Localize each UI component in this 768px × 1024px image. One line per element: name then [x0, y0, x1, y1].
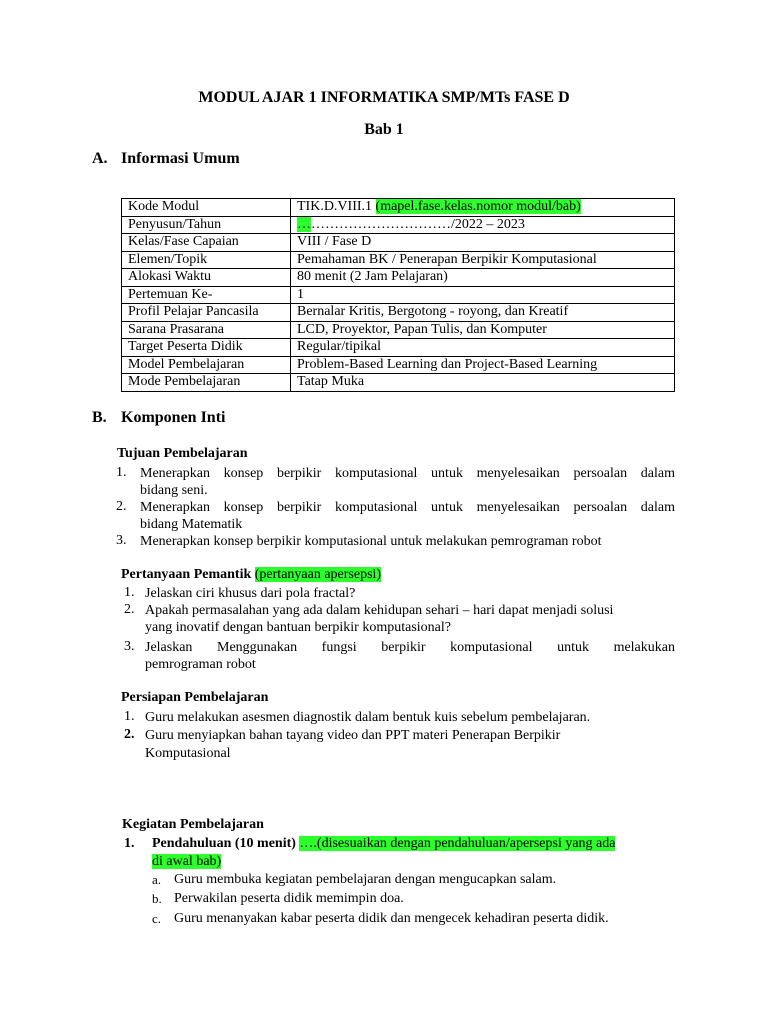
kegiatan-heading: Kegiatan Pembelajaran: [122, 817, 264, 832]
list-item: 3. Jelaskan Menggunakan fungsi berpikir komputasional untuk melakukan pemrograman robot: [124, 639, 675, 672]
table-value: 80 menit (2 Jam Pelajaran): [291, 269, 675, 287]
chapter-title: Bab 1: [364, 121, 404, 138]
table-row: [122, 199, 675, 217]
pemantik-heading: Pertanyaan Pemantik (pertanyaan apersepsi): [121, 567, 382, 582]
persiapan-heading: Persiapan Pembelajaran: [121, 690, 269, 705]
highlight-note: di awal bab): [152, 854, 222, 869]
section-b-letter: B.: [92, 409, 107, 426]
list-item: 2. Guru menyiapkan bahan tayang video dan PPT materi Penerapan Berpikir Komputasional: [124, 727, 561, 761]
table-value: Problem-Based Learning dan Project-Based Learning: [291, 356, 675, 374]
table-value: ……………………………/2022 – 2023: [291, 216, 675, 234]
tujuan-heading: Tujuan Pembelajaran: [117, 446, 248, 461]
table-key: Mode Pembelajaran: [122, 374, 291, 392]
table-value: Bernalar Kritis, Bergotong - royong, dan Kreatif: [291, 304, 675, 322]
table-row: [122, 234, 675, 252]
table-row: [122, 321, 675, 339]
table-row: [122, 374, 675, 392]
table-key: Penyusun/Tahun: [122, 216, 291, 234]
table-key: Model Pembelajaran: [122, 356, 291, 374]
table-key: Alokasi Waktu: [122, 269, 291, 287]
table-value: LCD, Proyektor, Papan Tulis, dan Komputer: [291, 321, 675, 339]
table-key: Pertemuan Ke-: [122, 286, 291, 304]
table-key: Kelas/Fase Capaian: [122, 234, 291, 252]
list-item: 3. Menerapkan konsep berpikir komputasional untuk melakukan pemrograman robot: [116, 533, 602, 549]
table-row: [122, 251, 675, 269]
list-item: 1. Menerapkan konsep berpikir komputasional untuk menyelesaikan persoalan dalam bidang seni.: [116, 465, 675, 498]
highlight-note: ….(disesuaikan dengan pendahuluan/apersepsi yang ada: [299, 836, 616, 851]
list-item: b. Perwakilan peserta didik memimpin doa.: [152, 891, 404, 906]
table-row: [122, 216, 675, 234]
table-value: Regular/tipikal: [291, 339, 675, 357]
list-item: 2. Menerapkan konsep berpikir komputasional untuk menyelesaikan persoalan dalam bidang Matematik: [116, 499, 675, 532]
section-a-letter: A.: [92, 150, 108, 167]
list-item: 1. Jelaskan ciri khusus dari pola fractal?: [124, 585, 356, 601]
section-a-heading: Informasi Umum: [121, 150, 240, 167]
list-item: c. Guru menanyakan kabar peserta didik dan mengecek kehadiran peserta didik.: [152, 911, 609, 926]
table-value: TIK.D.VIII.1 (mapel.fase.kelas.nomor modul/bab): [291, 199, 675, 217]
table-key: Target Peserta Didik: [122, 339, 291, 357]
highlight-note: (pertanyaan apersepsi): [254, 567, 382, 582]
table-key: Profil Pelajar Pancasila: [122, 304, 291, 322]
list-item: a. Guru membuka kegiatan pembelajaran dengan mengucapkan salam.: [152, 872, 557, 887]
list-item: 2. Apakah permasalahan yang ada dalam kehidupan sehari – hari dapat menjadi solusi yang inovatif dengan bantuan berpikir komputasional?: [124, 602, 614, 635]
section-b-heading: Komponen Inti: [121, 409, 226, 426]
table-value: Pemahaman BK / Penerapan Berpikir Komputasional: [291, 251, 675, 269]
table-key: Elemen/Topik: [122, 251, 291, 269]
kegiatan-sub: 1. Pendahuluan (10 menit) ….(disesuaikan dengan pendahuluan/apersepsi yang ada: [124, 836, 616, 851]
table-value: VIII / Fase D: [291, 234, 675, 252]
highlight-note: …: [297, 216, 311, 232]
table-value: Tatap Muka: [291, 374, 675, 392]
highlight-note: (mapel.fase.kelas.nomor modul/bab): [375, 199, 581, 215]
list-item: 1. Guru melakukan asesmen diagnostik dalam bentuk kuis sebelum pembelajaran.: [124, 709, 591, 725]
table-key: Kode Modul: [122, 199, 291, 217]
document-title: MODUL AJAR 1 INFORMATIKA SMP/MTs FASE D: [198, 89, 570, 106]
table-value: 1: [291, 286, 675, 304]
table-row: [122, 269, 675, 287]
table-row: [122, 356, 675, 374]
info-table: [121, 198, 675, 392]
table-row: [122, 304, 675, 322]
table-row: [122, 286, 675, 304]
table-key: Sarana Prasarana: [122, 321, 291, 339]
table-row: [122, 339, 675, 357]
